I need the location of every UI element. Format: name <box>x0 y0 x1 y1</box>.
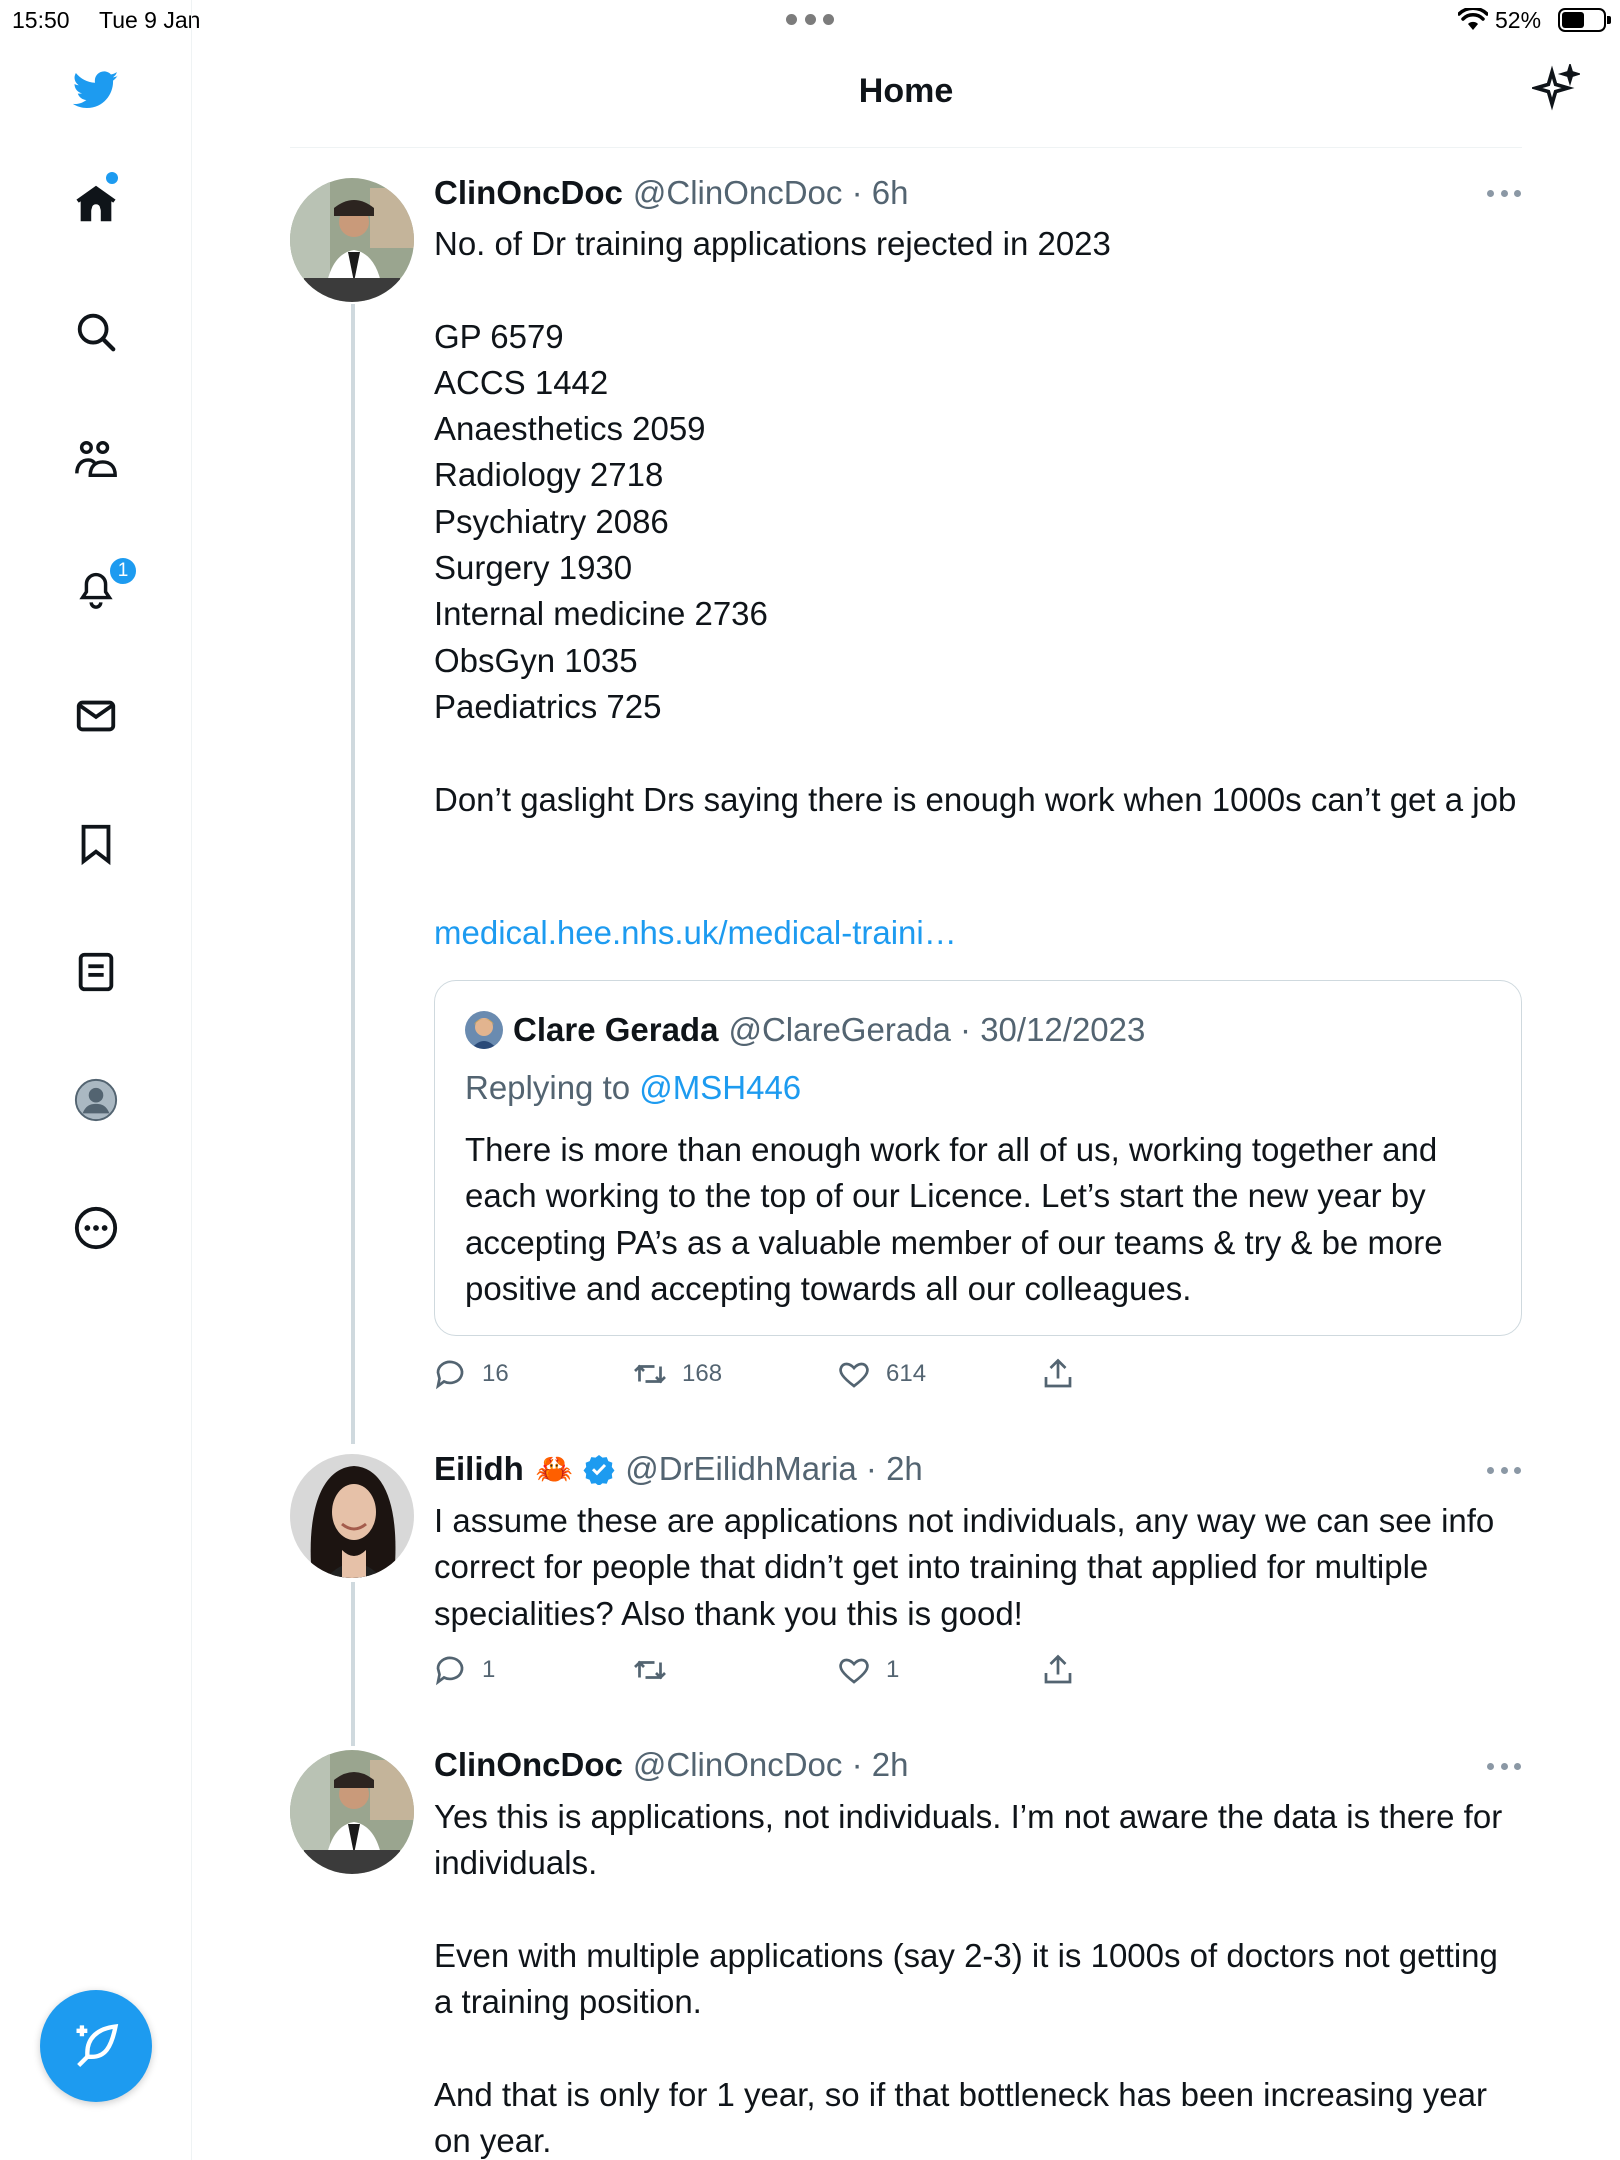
reply-count: 1 <box>482 1656 496 1683</box>
tweet-header <box>434 1746 908 1784</box>
tweet-link[interactable]: medical.hee.nhs.uk/medical-traini… <box>434 914 957 951</box>
retweet-button[interactable] <box>632 1356 722 1392</box>
reply-icon <box>432 1652 468 1688</box>
author-handle-time[interactable]: @ClinOncDoc · 6h <box>632 174 909 211</box>
sidebar <box>0 0 192 2160</box>
author-name[interactable]: ClinOncDoc <box>434 174 623 211</box>
avatar[interactable] <box>290 1454 414 1578</box>
thread-line <box>351 1582 355 1746</box>
messages-icon[interactable] <box>66 686 126 746</box>
more-options-icon[interactable] <box>1487 190 1521 200</box>
retweet-icon <box>632 1356 668 1392</box>
battery-percent: 52% <box>1495 7 1542 33</box>
replying-prefix: Replying to <box>465 1069 640 1106</box>
tweet-header <box>434 174 908 212</box>
tweet-text: No. of Dr training applications rejected in 2023 GP 6579 ACCS 1442 Anaesthetics 2059 Radiology 2718 Psychiatry 2086 Surgery 1930 Internal medicine 2736 ObsGyn 1035 Paediatrics 725 Don’t gaslight Drs saying there is enough work when 1000s can’t get a job <box>434 225 1517 818</box>
share-icon <box>1040 1652 1076 1688</box>
verified-badge-icon <box>583 1453 615 1485</box>
communities-icon[interactable] <box>66 430 126 490</box>
status-time: 15:50 <box>12 7 70 33</box>
replying-to <box>465 1069 801 1107</box>
bookmarks-icon[interactable] <box>66 814 126 874</box>
reply-button[interactable] <box>432 1652 495 1688</box>
share-button[interactable] <box>1040 1356 1090 1392</box>
quoted-tweet[interactable] <box>434 980 1522 1336</box>
compose-icon <box>70 2020 122 2072</box>
quoted-tweet-text: There is more than enough work for all of us, working together and each working to the top of our Licence. Let’s start the new year by accepting PA’s as a valuable member of our teams & try & be more positive and accepting towards all our colleagues. <box>465 1131 1443 1307</box>
wifi-icon <box>1458 8 1488 32</box>
sparkle-icon[interactable] <box>1532 64 1580 112</box>
tweet-text: I assume these are applications not individuals, any way we can see info correct for people that didn’t get into training that applied for multiple specialities? Also thank you this is good! <box>434 1502 1504 1632</box>
like-button[interactable] <box>836 1652 899 1688</box>
reply-count: 16 <box>482 1360 509 1387</box>
home-unread-dot <box>106 172 118 184</box>
quoted-tweet-header <box>465 1011 1145 1049</box>
status-date: Tue 9 Jan <box>99 7 201 33</box>
retweet-icon <box>632 1652 668 1688</box>
crab-emoji: 🦀 <box>535 1452 574 1486</box>
more-icon[interactable] <box>66 1198 126 1258</box>
more-options-icon[interactable] <box>1487 1763 1521 1773</box>
notifications-badge: 1 <box>108 556 138 586</box>
compose-tweet-button[interactable] <box>40 1990 152 2102</box>
avatar[interactable] <box>290 178 414 302</box>
quoted-author-handle-time: @ClareGerada · 30/12/2023 <box>728 1011 1146 1048</box>
lists-icon[interactable] <box>66 942 126 1002</box>
profile-icon[interactable] <box>66 1070 126 1130</box>
page-title: Home <box>858 72 954 110</box>
retweet-count: 168 <box>682 1360 723 1387</box>
author-handle-time[interactable]: @ClinOncDoc · 2h <box>632 1746 909 1783</box>
author-handle-time[interactable]: @DrEilidhMaria · 2h <box>625 1450 923 1487</box>
heart-icon <box>836 1356 872 1392</box>
author-name[interactable]: Eilidh <box>434 1450 524 1487</box>
like-count: 614 <box>886 1360 927 1387</box>
home-icon[interactable] <box>66 174 126 234</box>
retweet-button[interactable] <box>632 1652 682 1688</box>
status-bar <box>0 0 1620 40</box>
author-name[interactable]: ClinOncDoc <box>434 1746 623 1783</box>
reply-icon <box>432 1356 468 1392</box>
thread-line <box>351 304 355 1444</box>
battery-icon <box>1558 8 1606 32</box>
heart-icon <box>836 1652 872 1688</box>
search-icon[interactable] <box>66 302 126 362</box>
avatar[interactable] <box>290 1750 414 1874</box>
like-count: 1 <box>886 1656 900 1683</box>
multitasking-dots[interactable] <box>786 14 834 26</box>
tweet-actions <box>432 1652 1092 1692</box>
replying-to-handle[interactable]: @MSH446 <box>639 1069 802 1106</box>
twitter-logo-icon[interactable] <box>66 60 126 120</box>
quoted-avatar <box>465 1011 503 1049</box>
tweet-text: Yes this is applications, not individuals. I’m not aware the data is there for individuals. Even with multiple applications (say 2-3) it is 1000s of doctors not getting a training position. And that is only for 1 year, so if that bottleneck has been increasing year on year. <box>434 1798 1503 2160</box>
tweet-header <box>434 1450 923 1488</box>
share-icon <box>1040 1356 1076 1392</box>
tweet-actions <box>432 1356 1092 1396</box>
top-header <box>290 40 1522 148</box>
quoted-author-name: Clare Gerada <box>513 1011 719 1048</box>
share-button[interactable] <box>1040 1652 1090 1688</box>
reply-button[interactable] <box>432 1356 509 1392</box>
more-options-icon[interactable] <box>1487 1467 1521 1477</box>
like-button[interactable] <box>836 1356 926 1392</box>
